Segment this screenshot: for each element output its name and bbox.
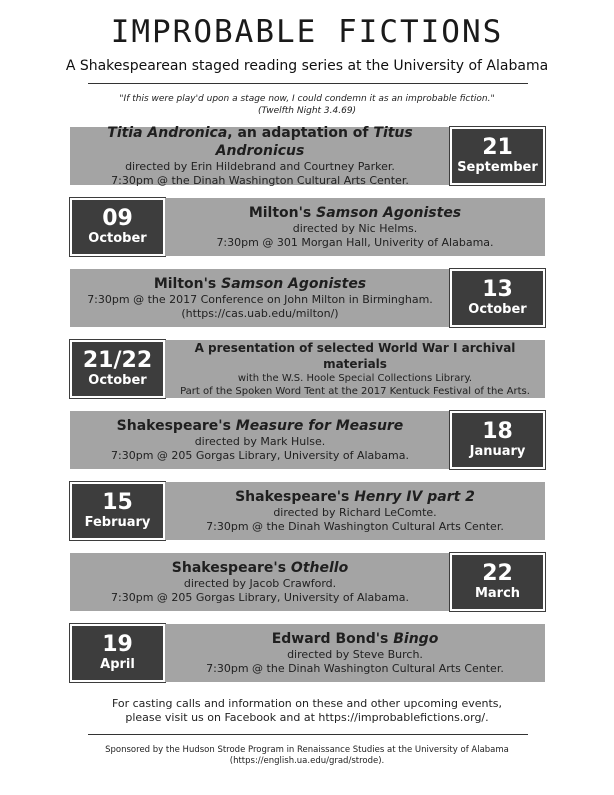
event-card — [70, 269, 545, 327]
event-title: Edward Bond's Bingo — [271, 631, 439, 647]
event-card — [70, 127, 545, 185]
event-month: April — [100, 657, 135, 672]
event-info — [70, 269, 450, 327]
event-link: (https://cas.uab.edu/milton/) — [181, 307, 339, 320]
footer-line: please visit us on Facebook and at https://improbablefictions.org/. — [125, 711, 489, 724]
event-date — [70, 198, 165, 256]
event-venue: Part of the Spoken Word Tent at the 2017 Kentuck Festival of the Arts. — [180, 386, 530, 397]
event-title: A presentation of selected World War I archival materials — [194, 341, 516, 371]
event-card — [70, 624, 545, 682]
event-director: directed by Richard LeComte. — [273, 506, 437, 519]
event-info — [165, 198, 545, 256]
event-venue: 7:30pm @ the Dinah Washington Cultural Arts Center. — [111, 174, 409, 187]
event-title: Milton's Samson Agonistes — [153, 276, 367, 292]
footer-info — [0, 697, 614, 725]
event-title: Shakespeare's Othello — [171, 560, 349, 576]
epigraph — [0, 93, 614, 117]
event-date — [450, 269, 545, 327]
event-month: October — [88, 231, 147, 246]
footer-line: For casting calls and information on these and other upcoming events, — [111, 697, 503, 710]
epigraph-quote: "If this were play'd upon a stage now, I could condemn it as an improbable fiction." — [119, 94, 495, 104]
event-month: October — [468, 302, 527, 317]
event-director: directed by Mark Hulse. — [194, 435, 326, 448]
event-month: March — [474, 586, 521, 601]
event-day: 09 — [102, 206, 133, 231]
page-subtitle: A Shakespearean staged reading series at the University of Alabama — [65, 58, 549, 74]
event-venue: 7:30pm @ the Dinah Washington Cultural Arts Center. — [206, 662, 504, 675]
event-card — [70, 340, 545, 398]
sponsor-note — [0, 745, 614, 767]
event-date — [70, 624, 165, 682]
epigraph-source: (Twelfth Night 3.4.69) — [257, 106, 357, 116]
event-venue: 7:30pm @ 205 Gorgas Library, University of Alabama. — [111, 591, 409, 604]
event-title: Shakespeare's Henry IV part 2 — [235, 489, 475, 505]
event-venue: 7:30pm @ 205 Gorgas Library, University of Alabama. — [111, 449, 409, 462]
event-title: Shakespeare's Measure for Measure — [116, 418, 404, 434]
event-card — [70, 553, 545, 611]
event-info — [70, 127, 450, 185]
event-partner: with the W.S. Hoole Special Collections Library. — [237, 373, 473, 384]
event-month: October — [88, 373, 147, 388]
event-month: February — [84, 515, 151, 530]
page-title: IMPROBABLE FICTIONS — [110, 14, 504, 50]
event-day: 21 — [482, 135, 513, 160]
event-director: directed by Steve Burch. — [287, 648, 423, 661]
footer-divider — [88, 734, 528, 735]
sponsor-link: (https://english.ua.edu/grad/strode). — [229, 756, 385, 766]
event-month: January — [469, 444, 526, 459]
event-day: 19 — [102, 632, 133, 657]
event-card — [70, 198, 545, 256]
event-director: directed by Jacob Crawford. — [183, 577, 337, 590]
event-date — [450, 127, 545, 185]
event-info — [165, 340, 545, 398]
event-day: 21/22 — [82, 348, 153, 373]
event-director: directed by Erin Hildebrand and Courtney Parker. — [125, 160, 395, 173]
event-date — [70, 482, 165, 540]
event-info — [165, 482, 545, 540]
sponsor-line: Sponsored by the Hudson Strode Program in Renaissance Studies at the University of Alabama — [105, 745, 509, 755]
event-card — [70, 411, 545, 469]
event-venue: 7:30pm @ the Dinah Washington Cultural Arts Center. — [206, 520, 504, 533]
event-info — [70, 411, 450, 469]
event-venue: 7:30pm @ the 2017 Conference on John Milton in Birmingham. — [87, 293, 433, 306]
event-venue: 7:30pm @ 301 Morgan Hall, Univerity of Alabama. — [216, 236, 494, 249]
event-date — [70, 340, 165, 398]
header-divider — [88, 83, 528, 84]
event-title: Titia Andronica, an adaptation of Titus Andronicus — [107, 125, 413, 159]
event-day: 22 — [482, 561, 513, 586]
event-info — [165, 624, 545, 682]
event-month: September — [457, 160, 538, 175]
event-date — [450, 553, 545, 611]
event-day: 15 — [102, 490, 133, 515]
event-card — [70, 482, 545, 540]
event-day: 13 — [482, 277, 513, 302]
event-director: directed by Nic Helms. — [292, 222, 418, 235]
event-title: Milton's Samson Agonistes — [248, 205, 462, 221]
event-day: 18 — [482, 419, 513, 444]
event-date — [450, 411, 545, 469]
event-info — [70, 553, 450, 611]
